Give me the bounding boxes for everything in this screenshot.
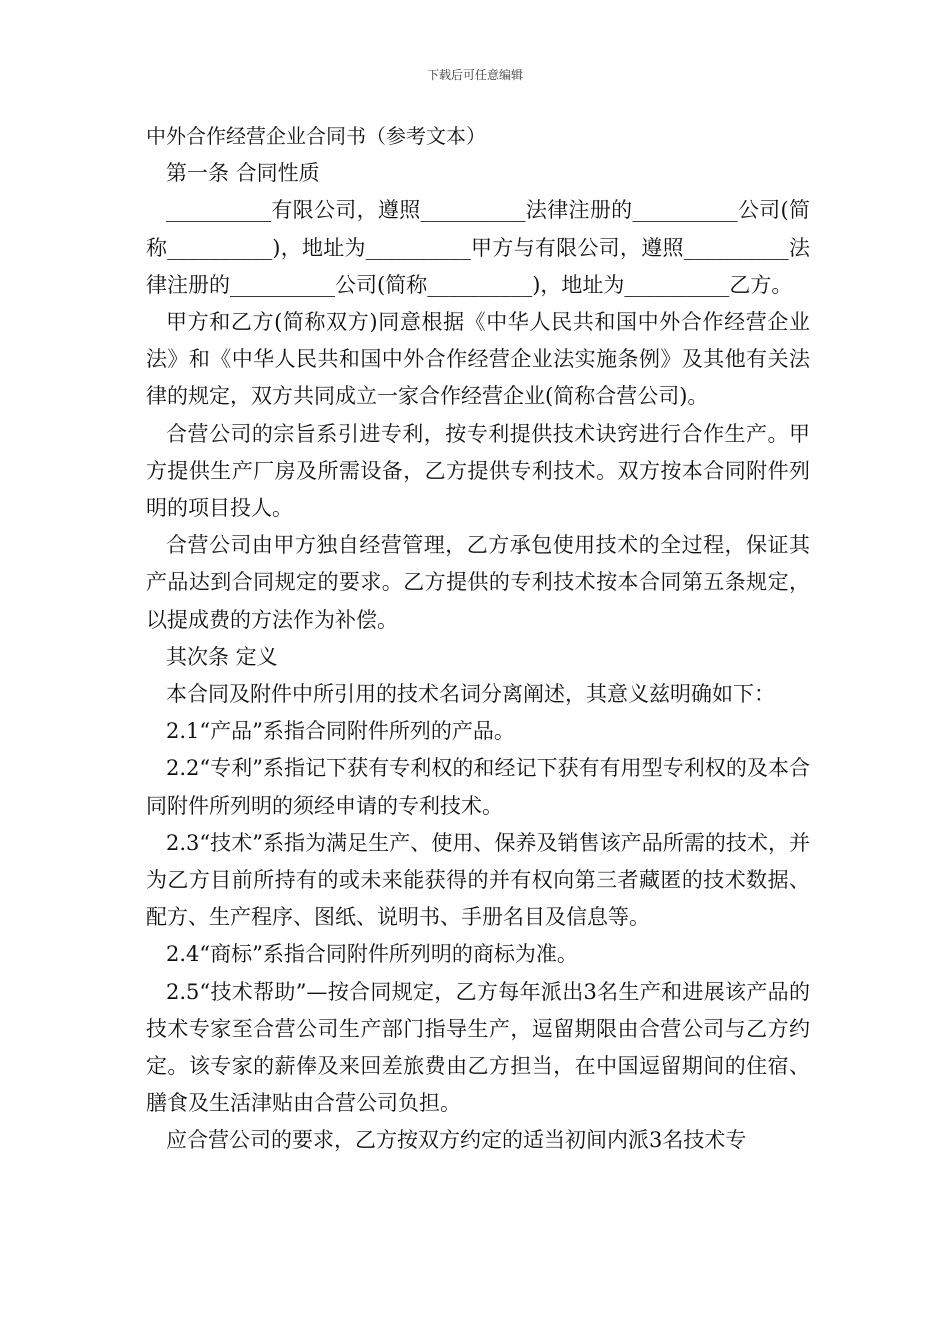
paragraph-parties: __________有限公司，遵照__________法律注册的__________公司(简称__________)，地址为__________甲方与有限公司，遵照__________法律注册的__________公司(简称__________)，地址为__________乙方。 <box>146 198 810 297</box>
document-body <box>146 118 810 1160</box>
definition-2-5: 2.5“技术帮助”—按合同规定，乙方每年派出3名生产和进展该产品的技术专家至合营公司生产部门指导生产，逗留期限由合营公司与乙方约定。该专家的薪俸及来回差旅费由乙方担当，在中国逗留期间的住宿、膳食及生活津贴由合营公司负担。 <box>146 979 810 1116</box>
article-1-heading: 第一条 合同性质 <box>166 161 320 186</box>
definition-2-4: 2.4“商标”系指合同附件所列明的商标为准。 <box>166 942 578 967</box>
paragraph-experts: 应合营公司的要求，乙方按双方约定的适当初间内派3名技术专 <box>166 1128 747 1153</box>
paragraph-definitions-intro: 本合同及附件中所引用的技术名词分离阐述，其意义兹明确如下： <box>166 682 775 707</box>
paragraph-legal-basis: 甲方和乙方(简称双方)同意根据《中华人民共和国中外合作经营企业法》和《中华人民共和国中外合作经营企业法实施条例》及其他有关法律的规定，双方共同成立一家合作经营企业(简称合营公司)。 <box>146 310 810 409</box>
definition-2-3: 2.3“技术”系指为满足生产、使用、保养及销售该产品所需的技术，并为乙方目前所持有的或未来能获得的并有权向第三者藏匿的技术数据、配方、生产程序、图纸、说明书、手册名目及信息等。 <box>146 830 810 930</box>
paragraph-purpose: 合营公司的宗旨系引进专利，按专利提供技术诀窍进行合作生产。甲方提供生产厂房及所需设备，乙方提供专利技术。双方按本合同附件列明的项目投人。 <box>146 421 810 521</box>
definition-2-1: 2.1“产品”系指合同附件所列的产品。 <box>166 719 515 744</box>
article-2-heading: 其次条 定义 <box>166 644 278 669</box>
paragraph-management: 合营公司由甲方独自经营管理，乙方承包使用技术的全过程，保证其产品达到合同规定的要求。乙方提供的专利技术按本合同第五条规定，以提成费的方法作为补偿。 <box>146 533 810 632</box>
page-header: 下载后可任意编辑 <box>426 68 523 82</box>
definition-2-2: 2.2“专利”系指记下获有专利权的和经记下获有有用型专利权的及本合同附件所列明的须经申请的专利技术。 <box>146 756 810 818</box>
document-title: 中外合作经营企业合同书（参考文本） <box>146 124 486 148</box>
